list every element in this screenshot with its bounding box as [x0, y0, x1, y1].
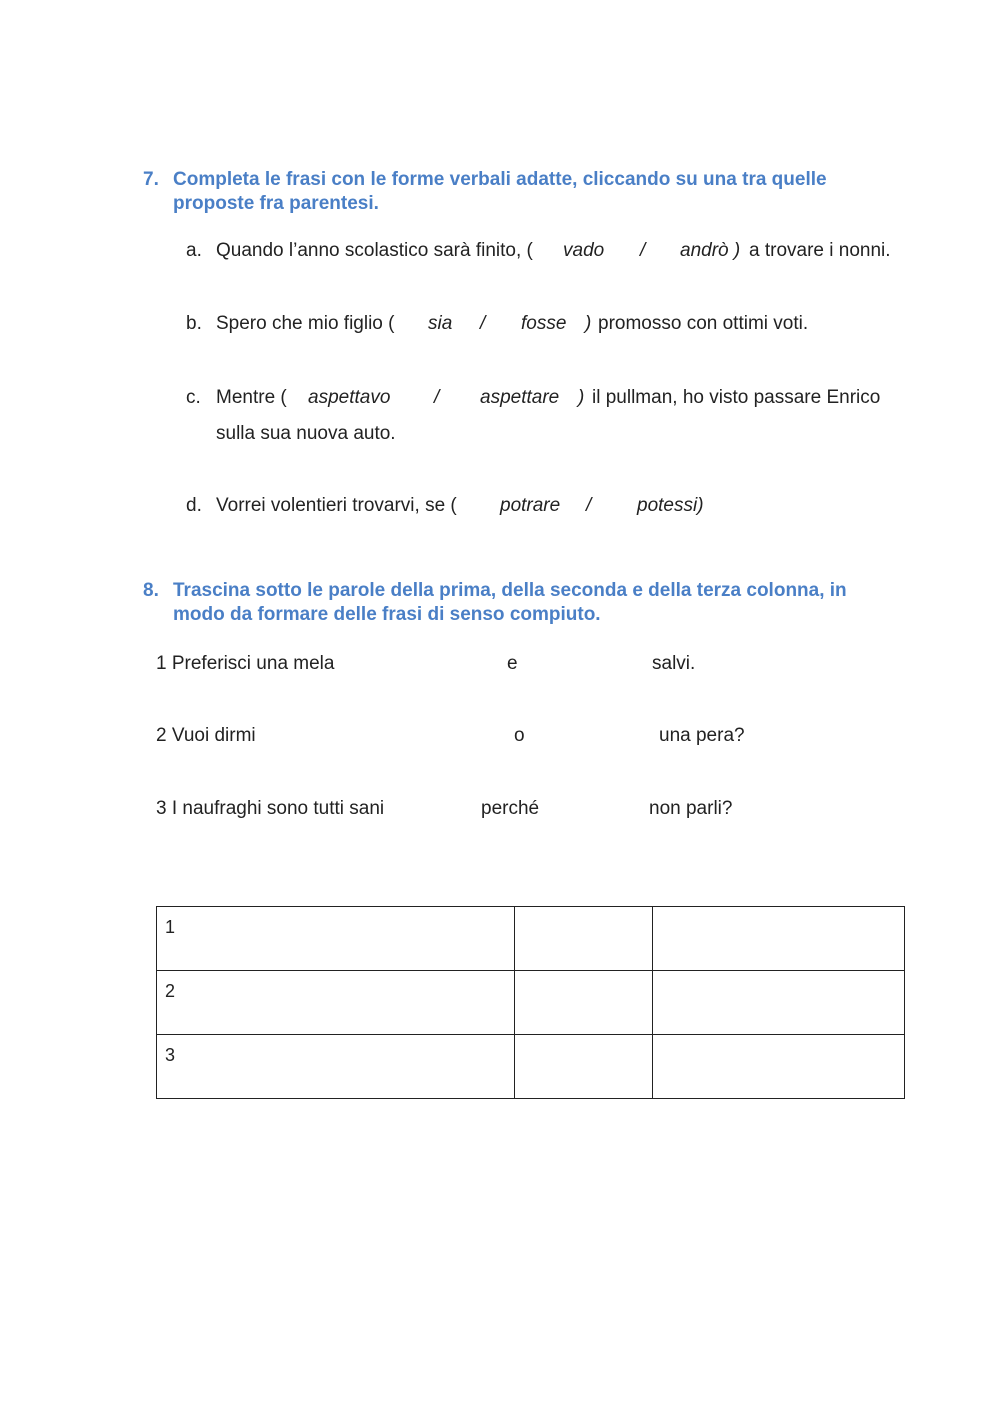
q7-title-line1: Completa le frasi con le forme verbali adatte, cliccando su una tra quelle	[173, 169, 827, 190]
drop-zone[interactable]	[653, 1035, 905, 1099]
item-text-after: il pullman, ho visto passare Enrico	[592, 387, 881, 408]
q8-number: 8.	[143, 580, 159, 601]
closing-parenthesis: )	[578, 387, 585, 408]
drop-zone[interactable]	[514, 971, 653, 1035]
q7-title-line2: proposte fra parentesi.	[173, 193, 379, 214]
row-number: 3	[165, 1045, 176, 1065]
item-letter: d.	[186, 495, 202, 516]
choice-separator: /	[640, 240, 646, 261]
item-text-line2: sulla sua nuova auto.	[216, 423, 396, 444]
choice-option-aspettare[interactable]: aspettare	[480, 387, 560, 408]
item-letter: b.	[186, 313, 202, 334]
draggable-word[interactable]: 2 Vuoi dirmi	[156, 725, 256, 746]
choice-option-potrare[interactable]: potrare	[500, 495, 561, 516]
item-letter: c.	[186, 387, 201, 408]
q8-title-line1: Trascina sotto le parole della prima, della seconda e della terza colonna, in	[173, 580, 847, 601]
drop-zone[interactable]	[653, 907, 905, 971]
choice-option-fosse[interactable]: fosse	[521, 313, 567, 334]
answer-row	[157, 971, 905, 1035]
q7-number: 7.	[143, 169, 159, 190]
item-text-before: Mentre (	[216, 387, 287, 408]
row-number: 1	[165, 917, 176, 937]
choice-option-vado[interactable]: vado	[563, 240, 605, 261]
item-text-after: promosso con ottimi voti.	[598, 313, 809, 334]
choice-option-potessi[interactable]: potessi)	[637, 495, 704, 516]
q8-title-line2: modo da formare delle frasi di senso compiuto.	[173, 604, 601, 625]
choice-separator: /	[434, 387, 440, 408]
drop-zone[interactable]	[157, 1035, 515, 1099]
drop-zone[interactable]	[157, 971, 515, 1035]
draggable-word[interactable]: perché	[481, 798, 540, 819]
item-text-before: Vorrei volentieri trovarvi, se (	[216, 495, 457, 516]
choice-option-sia[interactable]: sia	[428, 313, 453, 334]
draggable-word[interactable]: una pera?	[659, 725, 745, 746]
item-text-after: a trovare i nonni.	[749, 240, 891, 261]
item-letter: a.	[186, 240, 202, 261]
draggable-word[interactable]: o	[514, 725, 525, 746]
choice-option-aspettavo[interactable]: aspettavo	[308, 387, 391, 408]
answer-table	[156, 906, 905, 1099]
item-text-before: Quando l’anno scolastico sarà finito, (	[216, 240, 533, 261]
draggable-word[interactable]: 1 Preferisci una mela	[156, 653, 335, 674]
draggable-word[interactable]: salvi.	[652, 653, 696, 674]
draggable-word[interactable]: 3 I naufraghi sono tutti sani	[156, 798, 385, 819]
choice-option-andro[interactable]: andrò )	[680, 240, 741, 261]
drop-zone[interactable]	[514, 1035, 653, 1099]
answer-row	[157, 907, 905, 971]
choice-separator: /	[480, 313, 486, 334]
closing-parenthesis: )	[585, 313, 592, 334]
drop-zone[interactable]	[514, 907, 653, 971]
drop-zone[interactable]	[653, 971, 905, 1035]
row-number: 2	[165, 981, 176, 1001]
draggable-word[interactable]: non parli?	[649, 798, 733, 819]
drop-zone[interactable]	[157, 907, 515, 971]
draggable-word[interactable]: e	[507, 653, 518, 674]
choice-separator: /	[586, 495, 592, 516]
answer-row	[157, 1035, 905, 1099]
item-text-before: Spero che mio figlio (	[216, 313, 395, 334]
